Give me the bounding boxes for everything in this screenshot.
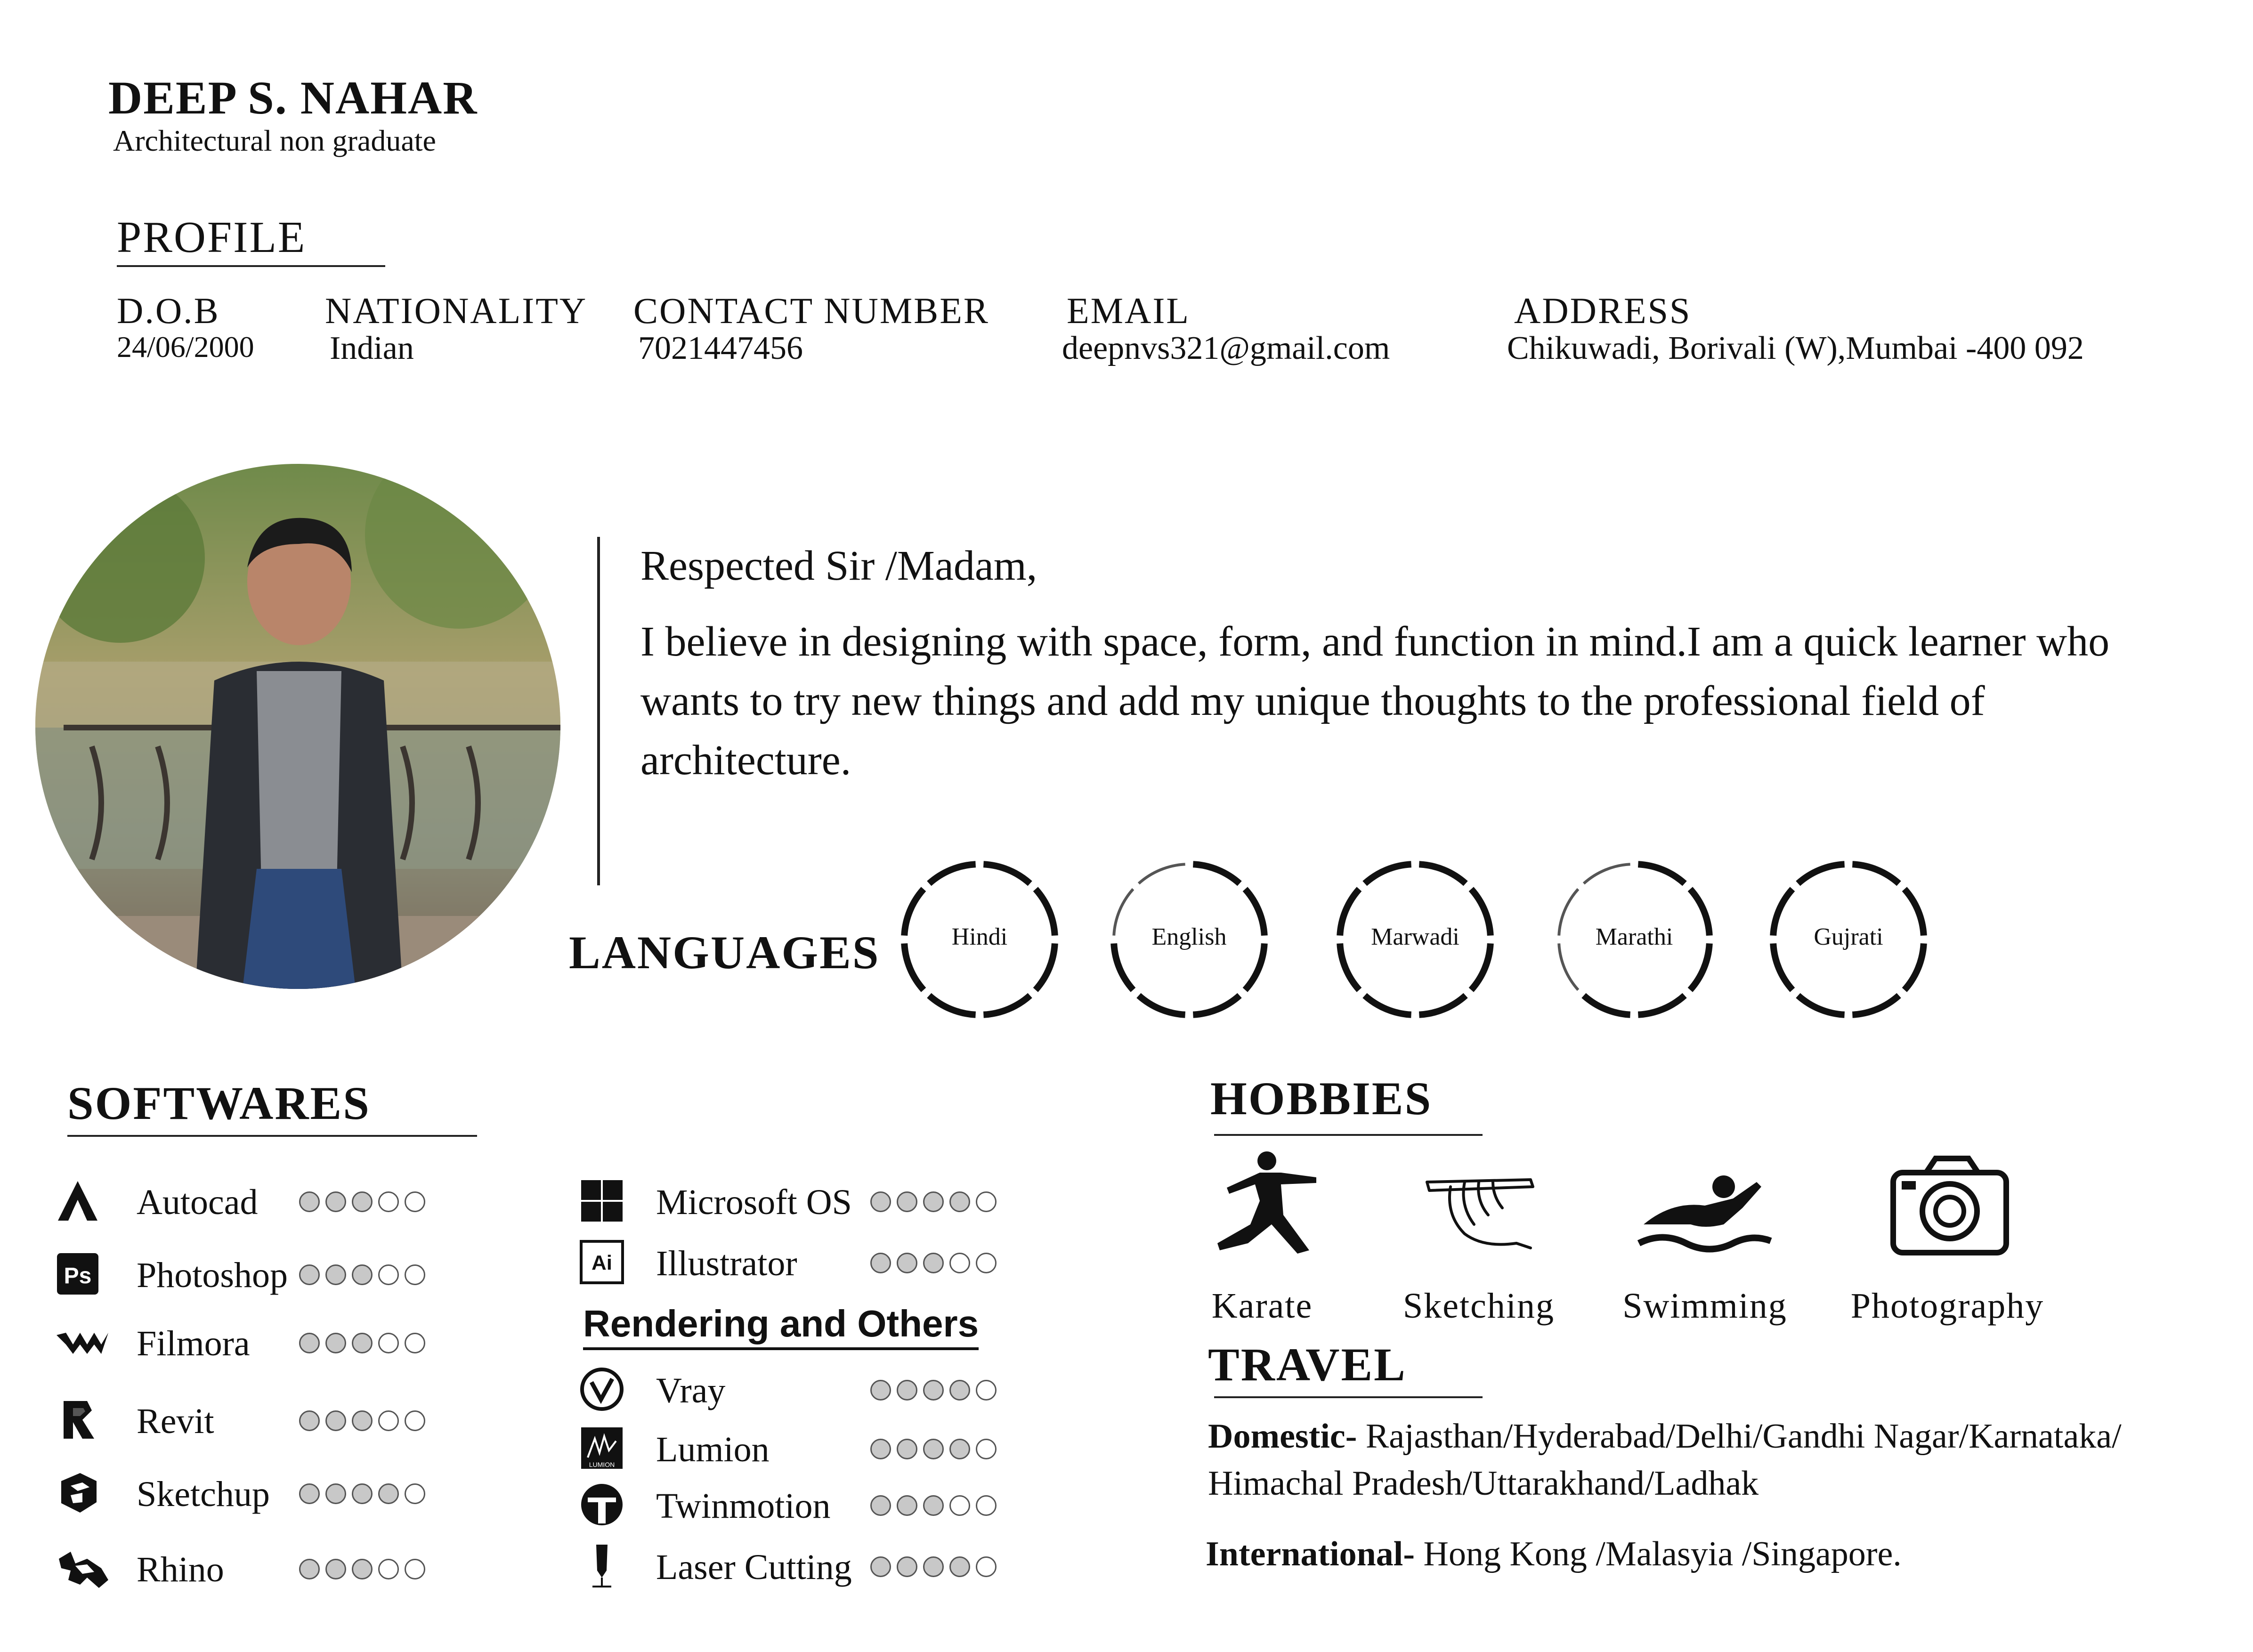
languages-heading: LANGUAGES — [569, 926, 880, 979]
travel-domestic — [1208, 1413, 2221, 1507]
rating-dot — [405, 1333, 425, 1353]
hobby-swimming — [1615, 1144, 1794, 1333]
skill-rating — [299, 1333, 425, 1353]
karate-icon — [1210, 1149, 1323, 1257]
software-label: Illustrator — [656, 1244, 797, 1283]
travel-heading: TRAVEL — [1208, 1338, 1407, 1391]
rating-dot — [923, 1495, 944, 1516]
software-label: Rhino — [137, 1550, 224, 1589]
rating-dot — [897, 1556, 917, 1577]
language-label: English — [1151, 923, 1227, 950]
contact-label: CONTACT NUMBER — [633, 290, 989, 331]
travel-international — [1206, 1531, 2218, 1578]
address-value: Chikuwadi, Borivali (W),Mumbai -400 092 — [1507, 330, 2084, 366]
rating-dot — [949, 1439, 970, 1459]
language-ring-segment — [983, 996, 1030, 1015]
language-ring-segment — [983, 864, 1030, 883]
rating-dot — [378, 1483, 399, 1504]
rating-dot — [870, 1253, 891, 1273]
dob-label: D.O.B — [117, 290, 220, 331]
rating-dot — [923, 1253, 944, 1273]
rating-dot — [325, 1191, 346, 1212]
rating-dot — [405, 1191, 425, 1212]
svg-text:Ai: Ai — [592, 1251, 612, 1274]
language-ring-segment — [1584, 996, 1630, 1015]
illustrator-icon — [578, 1239, 630, 1290]
rating-dot — [897, 1191, 917, 1212]
hobbies-heading-underline — [1214, 1134, 1483, 1136]
address-label: ADDRESS — [1514, 290, 1692, 331]
language-ring-segment — [1139, 864, 1185, 883]
intro-greeting: Respected Sir /Madam, — [640, 543, 1037, 589]
twinmotion-icon — [578, 1481, 630, 1533]
software-item-twinmotion — [578, 1481, 1012, 1538]
software-label: Microsoft OS — [656, 1182, 852, 1222]
dob-value: 24/06/2000 — [117, 330, 254, 364]
rating-dot — [405, 1264, 425, 1285]
revit-icon — [54, 1396, 106, 1448]
rating-dot — [923, 1191, 944, 1212]
rendering-heading: Rendering and Others — [583, 1302, 979, 1350]
software-item-lumion — [578, 1425, 1012, 1481]
rating-dot — [299, 1264, 320, 1285]
intro-paragraph: I believe in designing with space, form, and function in mind.I am a quick learner who wants to try new things and add my unique thoughts to the professional field of architecture. — [640, 618, 2110, 784]
travel-domestic-value: Rajasthan/Hyderabad/Delhi/Gandhi Nagar/Karnataka/ Himachal Pradesh/Uttarakhand/Ladhak — [1208, 1417, 2122, 1503]
rating-dot — [949, 1380, 970, 1401]
software-item-illustrator — [578, 1239, 1012, 1295]
hobbies-heading: HOBBIES — [1210, 1072, 1433, 1125]
rating-dot — [378, 1191, 399, 1212]
rating-dot — [976, 1191, 997, 1212]
hobby-label: Photography — [1850, 1286, 2044, 1326]
camera-icon — [1888, 1154, 2011, 1257]
skill-rating — [870, 1253, 997, 1273]
skill-rating — [299, 1410, 425, 1431]
travel-international-label: International- — [1206, 1535, 1415, 1573]
software-label: Lumion — [656, 1430, 770, 1469]
language-ring-segment — [1638, 996, 1685, 1015]
candidate-subtitle: Architectural non graduate — [113, 124, 436, 157]
hobby-label: Swimming — [1622, 1286, 1787, 1326]
rating-dot — [352, 1483, 373, 1504]
rating-dot — [405, 1483, 425, 1504]
rating-dot — [949, 1253, 970, 1273]
rating-dot — [870, 1495, 891, 1516]
profile-heading-underline — [117, 265, 385, 267]
software-label: Photoshop — [137, 1255, 288, 1295]
software-label: Sketchup — [137, 1474, 270, 1514]
software-item-rhino — [54, 1545, 440, 1601]
autocad-icon — [54, 1177, 106, 1229]
rating-dot — [299, 1410, 320, 1431]
software-item-filmora — [54, 1319, 440, 1375]
software-label: Revit — [137, 1401, 214, 1441]
email-value: deepnvs321@gmail.com — [1062, 330, 1390, 366]
rating-dot — [352, 1191, 373, 1212]
language-ring-english — [1107, 857, 1272, 1022]
skill-rating — [870, 1191, 997, 1212]
software-item-autocad — [54, 1177, 440, 1234]
rating-dot — [923, 1439, 944, 1459]
svg-text:LUMION: LUMION — [589, 1461, 615, 1468]
rating-dot — [976, 1253, 997, 1273]
rating-dot — [325, 1264, 346, 1285]
rating-dot — [949, 1191, 970, 1212]
sketchup-icon — [54, 1469, 106, 1521]
swimming-icon — [1634, 1173, 1775, 1257]
language-ring-segment — [1798, 864, 1845, 883]
software-label: Laser Cutting — [656, 1547, 852, 1587]
skill-rating — [870, 1495, 997, 1516]
software-label: Twinmotion — [656, 1486, 831, 1526]
language-ring-segment — [1193, 864, 1240, 883]
travel-heading-underline — [1214, 1396, 1483, 1398]
language-ring-hindi — [897, 857, 1062, 1022]
software-item-sketchup — [54, 1469, 440, 1526]
softwares-heading: SOFTWARES — [67, 1077, 371, 1129]
language-ring-segment — [1139, 996, 1185, 1015]
rating-dot — [870, 1191, 891, 1212]
language-ring-segment — [1365, 996, 1411, 1015]
travel-international-value: Hong Kong /Malasyia /Singapore. — [1423, 1535, 1902, 1573]
rating-dot — [352, 1264, 373, 1285]
rating-dot — [352, 1333, 373, 1353]
software-label: Filmora — [137, 1324, 250, 1363]
rating-dot — [325, 1483, 346, 1504]
svg-text:Ps: Ps — [64, 1263, 92, 1288]
lumion-icon — [578, 1425, 630, 1476]
rating-dot — [976, 1495, 997, 1516]
language-ring-segment — [1852, 996, 1899, 1015]
rating-dot — [299, 1483, 320, 1504]
language-label: Hindi — [951, 923, 1008, 950]
rating-dot — [870, 1380, 891, 1401]
skill-rating — [870, 1380, 997, 1401]
skill-rating — [299, 1559, 425, 1579]
rating-dot — [949, 1556, 970, 1577]
rating-dot — [870, 1439, 891, 1459]
skill-rating — [870, 1439, 997, 1459]
rating-dot — [352, 1410, 373, 1431]
language-ring-segment — [1638, 864, 1685, 883]
sketching-icon — [1422, 1154, 1535, 1262]
hobby-label: Sketching — [1403, 1286, 1555, 1326]
language-ring-segment — [929, 996, 976, 1015]
rating-dot — [897, 1253, 917, 1273]
language-label: Marathi — [1595, 923, 1673, 950]
travel-domestic-label: Domestic- — [1208, 1417, 1357, 1456]
rating-dot — [325, 1333, 346, 1353]
rating-dot — [378, 1410, 399, 1431]
skill-rating — [870, 1556, 997, 1577]
rating-dot — [976, 1380, 997, 1401]
language-label: Gujrati — [1814, 923, 1883, 950]
rating-dot — [325, 1410, 346, 1431]
software-item-photoshop — [54, 1250, 440, 1307]
software-label: Vray — [656, 1371, 726, 1410]
filmora-icon — [54, 1319, 106, 1370]
rating-dot — [870, 1556, 891, 1577]
candidate-name: DEEP S. NAHAR — [108, 72, 478, 124]
rating-dot — [897, 1495, 917, 1516]
rating-dot — [299, 1191, 320, 1212]
rating-dot — [299, 1559, 320, 1579]
rating-dot — [352, 1559, 373, 1579]
windows-icon — [578, 1177, 630, 1229]
rating-dot — [405, 1559, 425, 1579]
language-ring-segment — [1419, 996, 1466, 1015]
skill-rating — [299, 1483, 425, 1504]
rating-dot — [976, 1439, 997, 1459]
rating-dot — [897, 1439, 917, 1459]
rating-dot — [949, 1495, 970, 1516]
language-ring-segment — [1193, 996, 1240, 1015]
language-ring-segment — [1419, 864, 1466, 883]
software-item-laser-cutting — [578, 1542, 1012, 1599]
hobby-label: Karate — [1211, 1286, 1313, 1326]
contact-value: 7021447456 — [638, 330, 803, 366]
laser-cutting-icon — [578, 1542, 630, 1594]
software-item-vray — [578, 1366, 1012, 1422]
rating-dot — [897, 1380, 917, 1401]
hobby-karate — [1173, 1144, 1352, 1333]
profile-photo — [35, 464, 560, 989]
language-ring-segment — [1852, 864, 1899, 883]
rating-dot — [378, 1559, 399, 1579]
rating-dot — [923, 1380, 944, 1401]
rating-dot — [923, 1556, 944, 1577]
profile-heading: PROFILE — [117, 213, 307, 262]
skill-rating — [299, 1191, 425, 1212]
rating-dot — [325, 1559, 346, 1579]
email-label: EMAIL — [1067, 290, 1190, 331]
skill-rating — [299, 1264, 425, 1285]
language-ring-gujrati — [1766, 857, 1931, 1022]
language-ring-segment — [1798, 996, 1845, 1015]
vray-icon — [578, 1366, 630, 1417]
hobby-sketching — [1389, 1144, 1568, 1333]
rating-dot — [976, 1556, 997, 1577]
rating-dot — [378, 1264, 399, 1285]
hobby-photography — [1841, 1144, 2053, 1333]
language-ring-segment — [1365, 864, 1411, 883]
rating-dot — [405, 1410, 425, 1431]
softwares-heading-underline — [67, 1135, 477, 1137]
language-ring-marwadi — [1333, 857, 1498, 1022]
language-label: Marwadi — [1371, 923, 1459, 950]
software-item-microsoft-os — [578, 1177, 1012, 1234]
intro-divider — [597, 537, 600, 885]
rhino-icon — [54, 1545, 106, 1596]
rating-dot — [378, 1333, 399, 1353]
language-ring-segment — [1584, 864, 1630, 883]
software-item-revit — [54, 1396, 440, 1453]
language-ring-segment — [929, 864, 976, 883]
nationality-value: Indian — [330, 330, 414, 366]
photoshop-icon — [54, 1250, 106, 1302]
nationality-label: NATIONALITY — [325, 290, 588, 331]
language-ring-marathi — [1552, 857, 1717, 1022]
software-label: Autocad — [137, 1182, 258, 1222]
rating-dot — [299, 1333, 320, 1353]
